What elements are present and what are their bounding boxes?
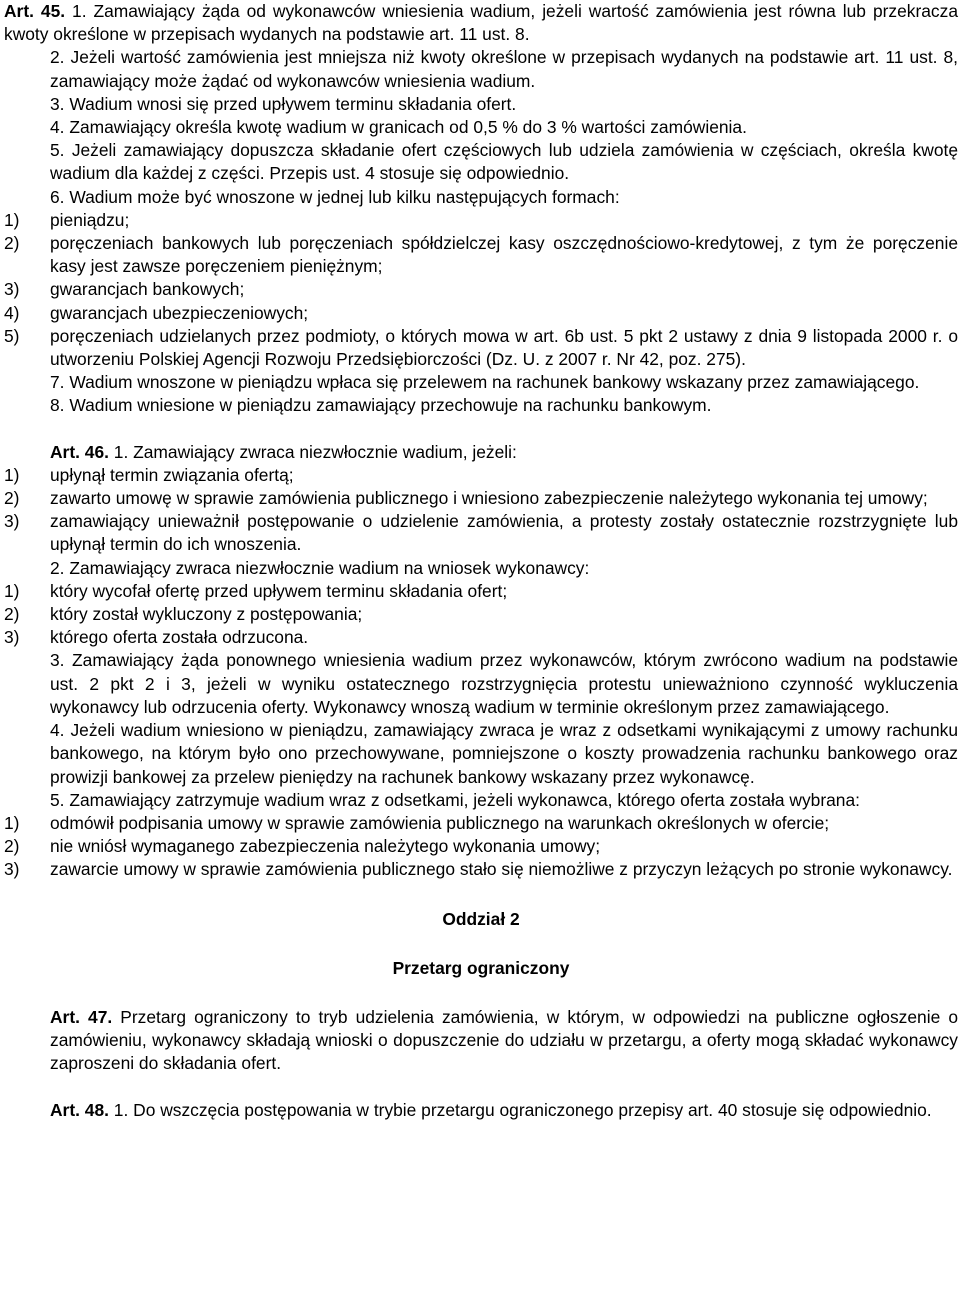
list-item: 1) odmówił podpisania umowy w sprawie zamówienia publicznego na warunkach określonych w ofercie; (4, 812, 830, 833)
art45-para6: 6. Wadium może być wnoszone w jednej lub kilku następujących formach: (50, 186, 620, 207)
art46-para1: Art. 46. 1. Zamawiający zwraca niezwłocznie wadium, jeżeli: (50, 441, 517, 462)
list-item: 3) zamawiający unieważnił postępowanie o udzielenie zamówienia, a protesty zostały ostatecznie rozstrzygnięte lub upłynął termin do ich wnoszenia. (4, 511, 958, 555)
art48-label: Art. 48. (50, 1099, 109, 1120)
art45-label: Art. 45. (4, 1, 66, 21)
art45-para7: 7. Wadium wnoszone w pieniądzu wpłaca się przelewem na rachunek bankowy wskazany przez zamawiającego. (50, 372, 920, 393)
art45-para2: 2. Jeżeli wartość zamówienia jest mniejsza niż kwoty określone w przepisach wydanych na podstawie art. 11 ust. 8, zamawiający może żądać od wykonawców wniesienia wadium. (50, 47, 958, 91)
art46-para5-list (4, 812, 958, 882)
list-item: 3) zawarcie umowy w sprawie zamówienia publicznego stało się niemożliwe z przyczyn leżących po stronie wykonawcy. (4, 859, 953, 880)
list-item: 2) zawarto umowę w sprawie zamówienia publicznego i wniesiono zabezpieczenie należytego wykonania tej umowy; (4, 488, 928, 509)
art45-para3: 3. Wadium wnosi się przed upływem terminu składania ofert. (50, 93, 517, 114)
list-item: 1) upłynął termin związania ofertą; (4, 464, 294, 485)
list-item: 2) nie wniósł wymaganego zabezpieczenia należytego wykonania umowy; (4, 836, 601, 857)
art46-para2: 2. Zamawiający zwraca niezwłocznie wadium na wniosek wykonawcy: (50, 557, 590, 578)
list-item: 1) pieniądzu; (4, 209, 130, 230)
list-item: 3) gwarancjach bankowych; (4, 279, 245, 300)
list-item: 4) gwarancjach ubezpieczeniowych; (4, 302, 309, 323)
art45-para1: Art. 45. 1. Zamawiający żąda od wykonawców wniesienia wadium, jeżeli wartość zamówienia jest równa lub przekracza kwoty określone w przepisach wydanych na podstawie art. 11 ust. 8. (4, 1, 958, 45)
art45-para8: 8. Wadium wniesione w pieniądzu zamawiający przechowuje na rachunku bankowym. (50, 395, 712, 416)
list-item: 1) który wycofał ofertę przed upływem terminu składania ofert; (4, 580, 508, 601)
art46-para4: 4. Jeżeli wadium wniesiono w pieniądzu, zamawiający zwraca je wraz z odsetkami wynikającymi z umowy rachunku bankowego, na którym było ono przechowywane, pomniejszone o koszty prowadzenia rachunku bankowego oraz prowizji bankowej za przelew pieniędzy na rachunek bankowy wskazany przez wykonawcę. (50, 720, 958, 787)
art46-label: Art. 46. (50, 441, 109, 462)
list-item: 5) poręczeniach udzielanych przez podmioty, o których mowa w art. 6b ust. 5 pkt 2 ustawy z dnia 9 listopada 2000 r. o utworzeniu Polskiej Agencji Rozwoju Przedsiębiorczości (Dz. U. z 2007 r. Nr 42, poz. 275). (4, 325, 958, 370)
section-subheading: Przetarg ograniczony (392, 957, 570, 978)
art48-para: Art. 48. 1. Do wszczęcia postępowania w trybie przetargu ograniczonego przepisy art. 40 stosuje się odpowiednio. (50, 1099, 932, 1120)
art46-para3: 3. Zamawiający żąda ponownego wniesienia wadium przez wykonawców, którym zwrócono wadium na podstawie ust. 2 pkt 2 i 3, jeżeli w wyniku ostatecznego rozstrzygnięcia protestu unieważniono czynność wykluczenia wykonawcy lub odrzucenia oferty. Wykonawcy wnoszą wadium w terminie określonym przez zamawiającego. (50, 650, 958, 717)
art46-para5: 5. Zamawiający zatrzymuje wadium wraz z odsetkami, jeżeli wykonawca, którego oferta została wybrana: (50, 789, 860, 810)
art45-para4: 4. Zamawiający określa kwotę wadium w granicach od 0,5 % do 3 % wartości zamówienia. (50, 117, 747, 138)
section-heading: Oddział 2 (442, 908, 520, 929)
list-item: 3) którego oferta została odrzucona. (4, 627, 309, 648)
art46-para2-list (4, 580, 958, 650)
art45-para5: 5. Jeżeli zamawiający dopuszcza składanie ofert częściowych lub udziela zamówienia w częściach, określa kwotę wadium dla każdej z części. Przepis ust. 4 stosuje się odpowiednio. (50, 140, 958, 184)
art45-para6-list (4, 209, 958, 371)
art47-para: Art. 47. Przetarg ograniczony to tryb udzielenia zamówienia, w którym, w odpowiedzi na publiczne ogłoszenie o zamówieniu, wykonawcy składają wnioski o dopuszczenie do udziału w przetargu, a oferty mogą składać wykonawcy zaproszeni do składania ofert. (50, 1006, 958, 1074)
art46-para1-list (4, 464, 958, 557)
list-item: 2) poręczeniach bankowych lub poręczeniach spółdzielczej kasy oszczędnościowo-kredytowej, z tym że poręczenie kasy jest zawsze poręczeniem pieniężnym; (4, 233, 958, 277)
list-item: 2) który został wykluczony z postępowania; (4, 604, 363, 625)
art47-label: Art. 47. (50, 1006, 113, 1027)
